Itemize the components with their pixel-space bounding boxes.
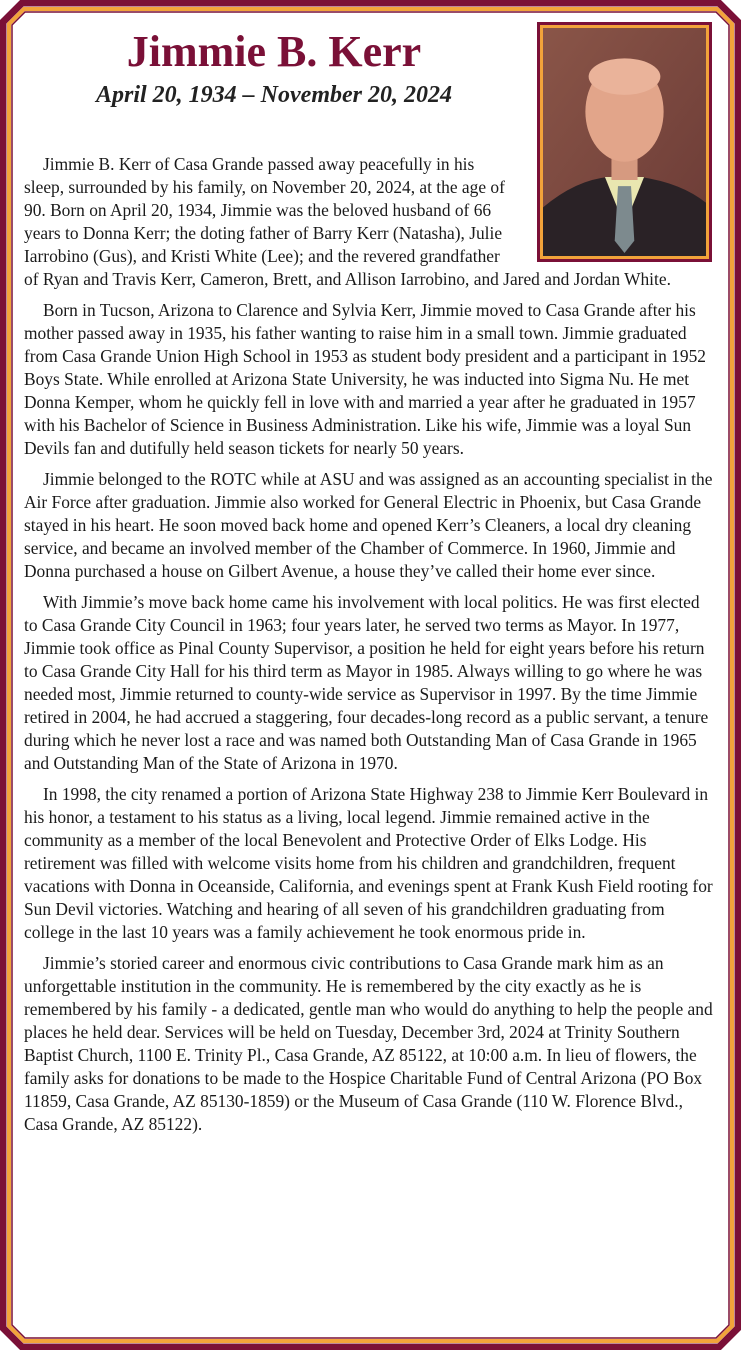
deceased-name: Jimmie B. Kerr (126, 27, 422, 76)
obituary-body (24, 153, 714, 1144)
paragraph: Jimmie B. Kerr of Casa Grande passed away peacefully in his sleep, surrounded by his family, on November 20, 2024, at the age of 90. Born on April 20, 1934, Jimmie was the beloved husband of 66 years to Donna Kerr; the doting father of Barry Kerr (Natasha), Julie Iarrobino (Gus), and Kristi White (Lee); and the revered grandfather of Ryan and Travis Kerr, Cameron, Brett, and Allison Iarrobino, and Jared and Jordan White. (24, 154, 671, 289)
life-dates: April 20, 1934 – November 20, 2024 (96, 82, 452, 108)
paragraph: With Jimmie’s move back home came his involvement with local politics. He was first elected to Casa Grande City Council in 1963; four years later, he served two terms as Mayor. In 1977, Jimmie took office as Pinal County Supervisor, a position he held for eight years before his return to Casa Grande City Hall for his third term as Mayor in 1985. Always willing to go where he was needed most, Jimmie returned to county-wide service as Supervisor in 1997. By the time Jimmie retired in 2004, he had accrued a staggering, four decades-long record as a public servant, a tenure during which he never lost a race and was named both Outstanding Man of Casa Grande in 1965 and Outstanding Man of the State of Arizona in 1970. (24, 592, 709, 773)
paragraph: In 1998, the city renamed a portion of Arizona State Highway 238 to Jimmie Kerr Boulevard in his honor, a testament to his status as a living, local legend. Jimmie remained active in the community as a member of the local Benevolent and Protective Order of Elks Lodge. His retirement was filled with welcome visits home from his children and grandchildren, frequent vacations with Donna in Oceanside, California, and evenings spent at Frank Kush Field rooting for Sun Devil victories. Watching and hearing of all seven of his grandchildren graduating from college in the last 10 years was a family achievement he took enormous pride in. (24, 784, 713, 942)
paragraph: Jimmie’s storied career and enormous civic contributions to Casa Grande mark him as an unforgettable institution in the community. He is remembered by the city exactly as he is remembered by his family - a dedicated, gentle man who would do anything to help the people and places he held dear. Services will be held on Tuesday, December 3rd, 2024 at Trinity Southern Baptist Church, 1100 E. Trinity Pl., Casa Grande, AZ 85122, at 10:00 a.m. In lieu of flowers, the family asks for donations to be made to the Hospice Charitable Fund of Central Arizona (PO Box 11859, Casa Grande, AZ 85130-1859) or the Museum of Casa Grande (110 W. Florence Blvd., Casa Grande, AZ 85122). (24, 953, 713, 1134)
paragraph: Jimmie belonged to the ROTC while at ASU and was assigned as an accounting specialist in the Air Force after graduation. Jimmie also worked for General Electric in Phoenix, but Casa Grande stayed in his heart. He soon moved back home and opened Kerr’s Cleaners, a local dry cleaning service, and became an involved member of the Chamber of Commerce. In 1960, Jimmie and Donna purchased a house on Gilbert Avenue, a house they’ve called their home ever since. (24, 469, 713, 581)
paragraph: Born in Tucson, Arizona to Clarence and Sylvia Kerr, Jimmie moved to Casa Grande after his mother passed away in 1935, his father wanting to raise him in a small town. Jimmie graduated from Casa Grande Union High School in 1953 as student body president and a participant in 1952 Boys State. While enrolled at Arizona State University, he was inducted into Sigma Nu. He met Donna Kemper, whom he quickly fell in love with and married a year after he graduated in 1957 with his Bachelor of Science in Business Administration. Like his wife, Jimmie was a loyal Sun Devils fan and dutifully held season tickets for nearly 50 years. (24, 300, 706, 458)
